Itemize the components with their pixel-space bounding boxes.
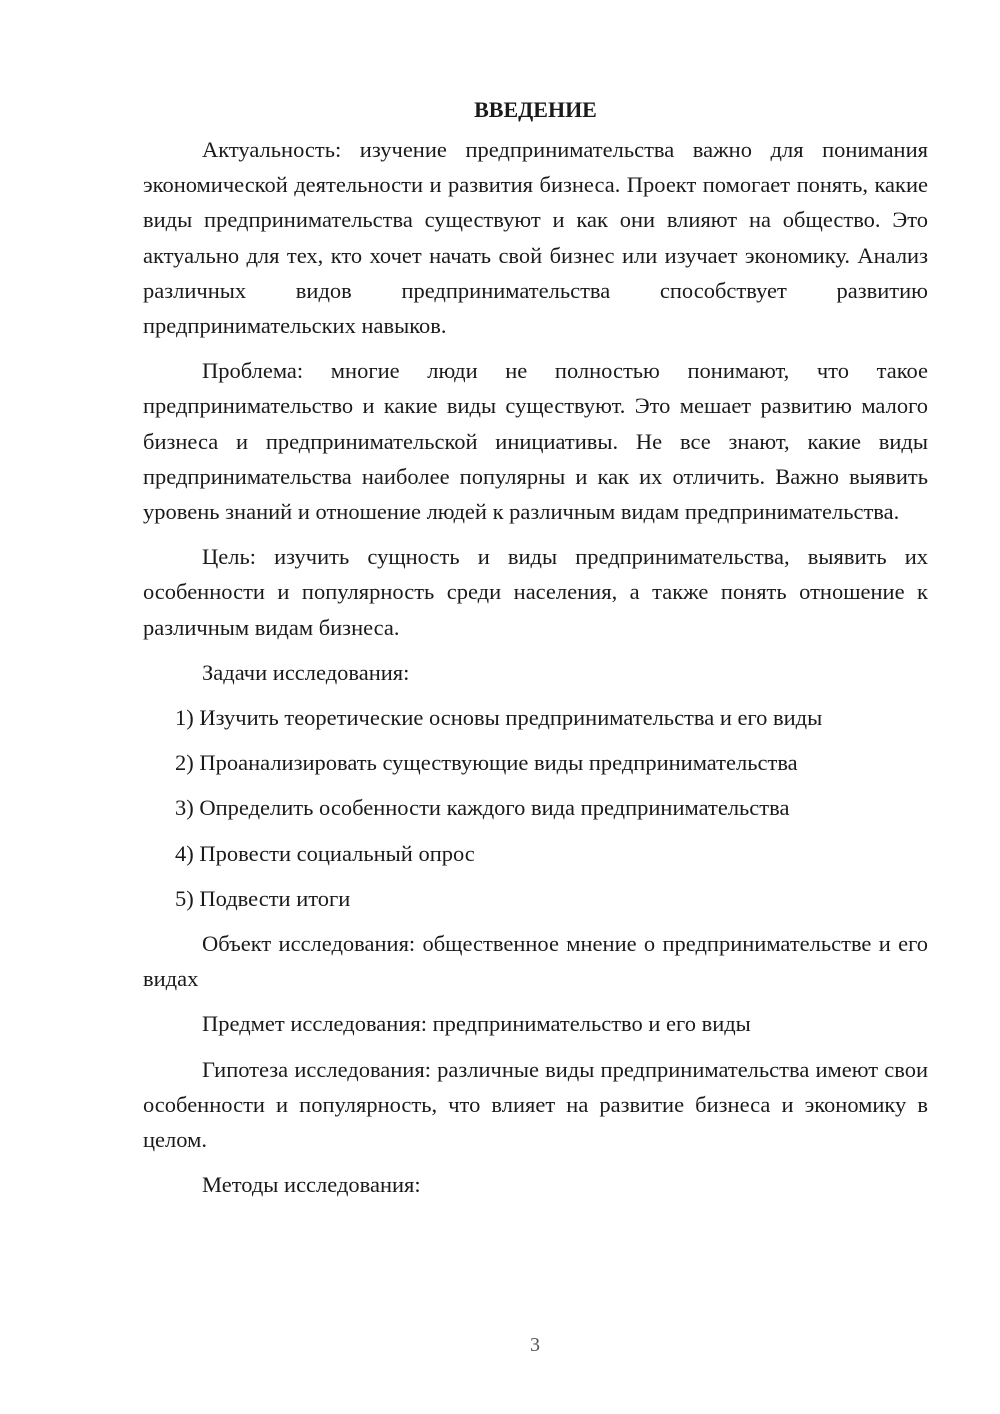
task-item: 1) Изучить теоретические основы предпринимательства и его виды xyxy=(175,705,823,731)
section-title: ВВЕДЕНИЕ xyxy=(474,97,597,122)
tasks-heading: Задачи исследования: xyxy=(202,659,410,685)
page-number: 3 xyxy=(530,1334,540,1356)
paragraph-hypothesis: Гипотеза исследования: различные виды предпринимательства имеют свои особенности и популярность, что влияет на развитие бизнеса и экономику в целом. xyxy=(143,1056,928,1153)
document-page xyxy=(143,92,928,1212)
methods-heading: Методы исследования: xyxy=(202,1172,421,1198)
paragraph-goal: Цель: изучить сущность и виды предпринимательства, выявить их особенности и популярность среди населения, а также понять отношение к различным видам бизнеса. xyxy=(143,544,928,640)
paragraph-object: Объект исследования: общественное мнение о предпринимательстве и его видах xyxy=(143,931,928,992)
paragraph-relevance: Актуальность: изучение предпринимательства важно для понимания экономической деятельности и развития бизнеса. Проект помогает понять, какие виды предпринимательства существуют и как они влияют на общество. Это актуально для тех, кто хочет начать свой бизнес или изучает экономику. Анализ различных видов предпринимательства способствует развитию предпринимательских навыков. xyxy=(143,137,928,339)
task-item: 4) Провести социальный опрос xyxy=(175,840,475,866)
task-item: 3) Определить особенности каждого вида предпринимательства xyxy=(175,795,790,821)
task-item: 5) Подвести итоги xyxy=(175,885,351,911)
tasks-list xyxy=(143,700,928,916)
task-item: 2) Проанализировать существующие виды предпринимательства xyxy=(175,750,798,776)
paragraph-subject: Предмет исследования: предпринимательство и его виды xyxy=(202,1011,751,1037)
paragraph-problem: Проблема: многие люди не полностью понимают, что такое предпринимательство и какие виды существуют. Это мешает развитию малого бизнеса и предпринимательской инициативы. Не все знают, какие виды предпринимательства наиболее популярны и как их отличить. Важно выявить уровень знаний и отношение людей к различным видам предпринимательства. xyxy=(143,358,928,525)
